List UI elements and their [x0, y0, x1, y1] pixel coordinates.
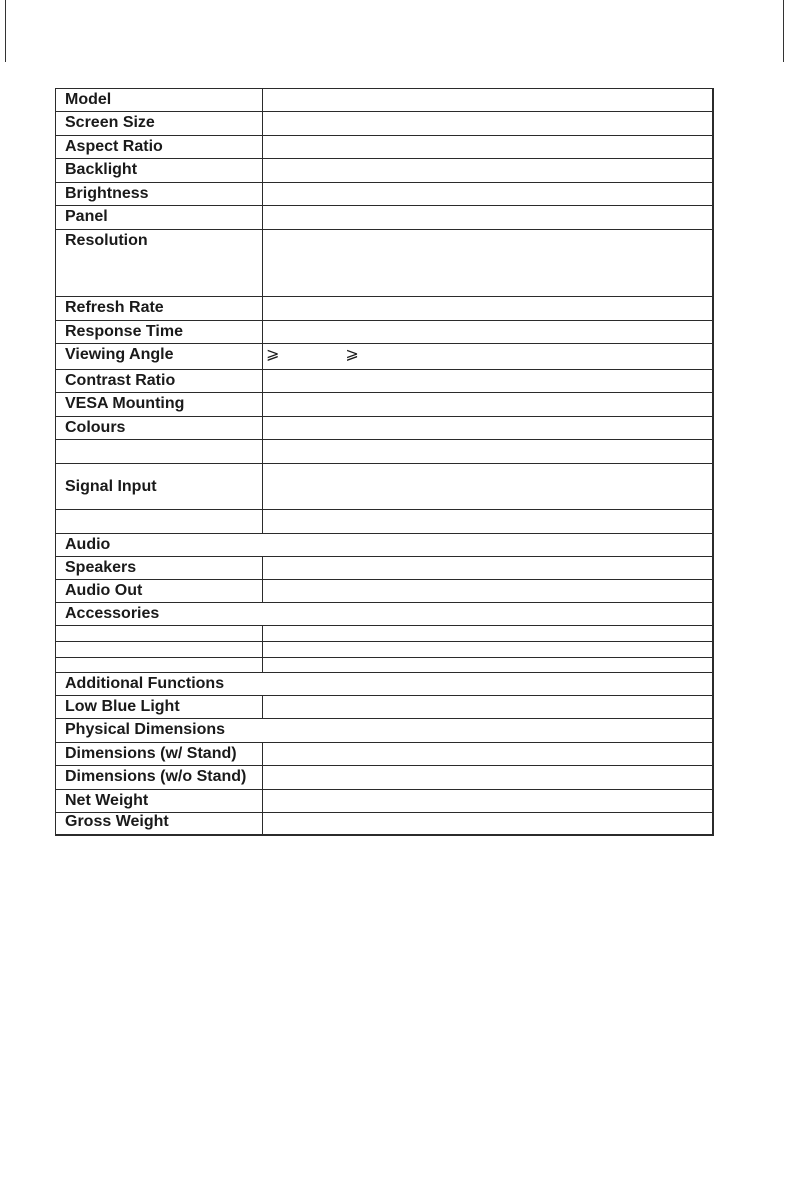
row-label-gross-weight: Gross Weight [56, 813, 263, 835]
row-label-low-blue-light: Low Blue Light [56, 696, 263, 719]
row-value [263, 159, 714, 183]
table-row [56, 557, 714, 580]
row-label-empty [56, 642, 263, 658]
table-row [56, 183, 714, 206]
row-label-empty [56, 440, 263, 464]
section-header-accessories: Accessories [56, 603, 714, 626]
row-value [263, 743, 714, 766]
table-row [56, 344, 714, 370]
table-row [56, 580, 714, 603]
table-row [56, 719, 714, 743]
row-value [263, 696, 714, 719]
table-row [56, 112, 714, 136]
table-row [56, 743, 714, 766]
row-value [263, 813, 714, 835]
row-label-panel: Panel [56, 206, 263, 230]
section-header-physical-dimensions: Physical Dimensions [56, 719, 714, 743]
row-value [263, 766, 714, 790]
row-label-colours: Colours [56, 417, 263, 440]
row-value [263, 321, 714, 344]
table-row [56, 464, 714, 510]
table-row [56, 642, 714, 658]
section-header-additional-functions: Additional Functions [56, 673, 714, 696]
row-label-dimensions-with-stand: Dimensions (w/ Stand) [56, 743, 263, 766]
row-value [263, 580, 714, 603]
row-value [263, 464, 714, 510]
table-row [56, 766, 714, 790]
greater-equal-symbol: ⩾ [266, 346, 280, 363]
crop-mark-left [5, 0, 6, 62]
table-row [56, 206, 714, 230]
row-value [263, 297, 714, 321]
row-label-empty [56, 626, 263, 642]
table-row [56, 370, 714, 393]
table-row [56, 136, 714, 159]
table-row [56, 230, 714, 297]
row-label-viewing-angle: Viewing Angle [56, 344, 263, 370]
row-label-audio-out: Audio Out [56, 580, 263, 603]
table-row [56, 603, 714, 626]
row-value [263, 89, 714, 112]
table-row [56, 673, 714, 696]
row-label-resolution: Resolution [56, 230, 263, 297]
row-label-aspect-ratio: Aspect Ratio [56, 136, 263, 159]
row-value [263, 183, 714, 206]
row-value [263, 393, 714, 417]
table-row [56, 297, 714, 321]
row-label-backlight: Backlight [56, 159, 263, 183]
table-row [56, 696, 714, 719]
table-row [56, 510, 714, 534]
table-row [56, 534, 714, 557]
row-value [263, 112, 714, 136]
row-value [263, 136, 714, 159]
row-value [263, 417, 714, 440]
row-label-net-weight: Net Weight [56, 790, 263, 813]
row-label-contrast-ratio: Contrast Ratio [56, 370, 263, 393]
row-value [263, 557, 714, 580]
section-header-audio: Audio [56, 534, 714, 557]
row-label-empty [56, 510, 263, 534]
row-label-response-time: Response Time [56, 321, 263, 344]
row-label-empty [56, 658, 263, 673]
row-value [263, 510, 714, 534]
row-value [263, 230, 714, 297]
table-row [56, 790, 714, 813]
row-label-model: Model [56, 89, 263, 112]
table-row [56, 89, 714, 112]
row-label-brightness: Brightness [56, 183, 263, 206]
row-label-speakers: Speakers [56, 557, 263, 580]
row-value [263, 344, 714, 370]
row-value [263, 790, 714, 813]
greater-equal-symbol: ⩾ [345, 346, 359, 363]
table-row [56, 417, 714, 440]
row-value [263, 626, 714, 642]
row-label-vesa-mounting: VESA Mounting [56, 393, 263, 417]
table-row [56, 159, 714, 183]
table-row [56, 440, 714, 464]
row-value [263, 206, 714, 230]
table-row [56, 813, 714, 835]
table-row [56, 321, 714, 344]
table-row [56, 393, 714, 417]
row-label-screen-size: Screen Size [56, 112, 263, 136]
row-label-signal-input: Signal Input [56, 464, 263, 510]
table-row [56, 626, 714, 642]
row-value [263, 642, 714, 658]
row-label-refresh-rate: Refresh Rate [56, 297, 263, 321]
row-value [263, 658, 714, 673]
crop-mark-right [783, 0, 784, 62]
table-row [56, 658, 714, 673]
row-label-dimensions-without-stand: Dimensions (w/o Stand) [56, 766, 263, 790]
row-value [263, 440, 714, 464]
spec-table [55, 88, 714, 836]
row-value [263, 370, 714, 393]
